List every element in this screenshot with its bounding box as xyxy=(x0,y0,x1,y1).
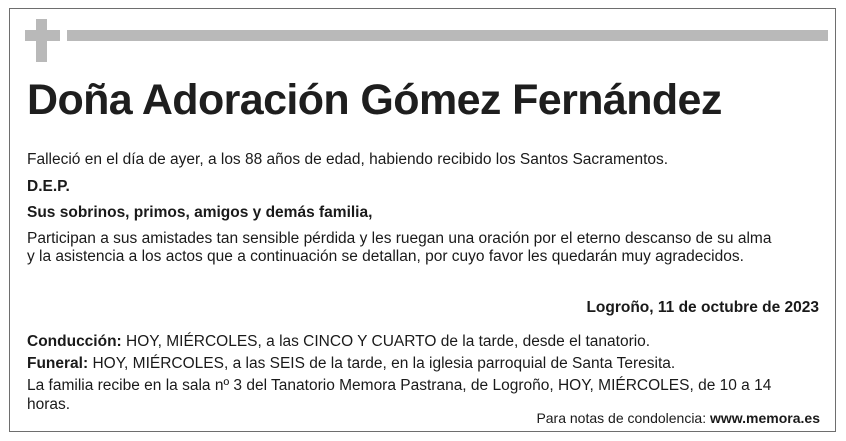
conduccion-line xyxy=(27,332,650,351)
conduccion-label: Conducción: xyxy=(27,333,122,350)
message-paragraph xyxy=(27,230,827,266)
funeral-line xyxy=(27,354,675,373)
reception-line: La familia recibe en la sala nº 3 del Tanatorio Memora Pastrana, de Logroño, HOY, MIÉRCOLES, de 10 a 14 xyxy=(27,377,772,394)
message-line: y la asistencia a los actos que a continuación se detallan, por cuyo favor les quedarán muy agradecidos. xyxy=(27,248,744,265)
place-date: Logroño, 11 de octubre de 2023 xyxy=(586,299,819,316)
message-line: Participan a sus amistades tan sensible pérdida y les ruegan una oración por el eterno descanso de su alma xyxy=(27,230,772,247)
header-bar xyxy=(67,30,828,41)
family-text: Sus sobrinos, primos, amigos y demás familia, xyxy=(27,204,373,221)
reception-line: horas. xyxy=(27,396,71,413)
deceased-name: Doña Adoración Gómez Fernández xyxy=(27,76,722,124)
condolence-note xyxy=(536,410,820,426)
dep-text: D.E.P. xyxy=(27,178,70,195)
intro-text: Falleció en el día de ayer, a los 88 años de edad, habiendo recibido los Santos Sacramentos. xyxy=(27,151,669,168)
cross-icon-arm xyxy=(25,30,60,41)
funeral-label: Funeral: xyxy=(27,355,89,372)
conduccion-text: HOY, MIÉRCOLES, a las CINCO Y CUARTO de la tarde, desde el tanatorio. xyxy=(121,333,651,350)
funeral-text: HOY, MIÉRCOLES, a las SEIS de la tarde, en la iglesia parroquial de Santa Teresita. xyxy=(88,355,676,372)
condolence-label: Para notas de condolencia: xyxy=(536,410,711,426)
condolence-link[interactable]: www.memora.es xyxy=(710,410,820,426)
